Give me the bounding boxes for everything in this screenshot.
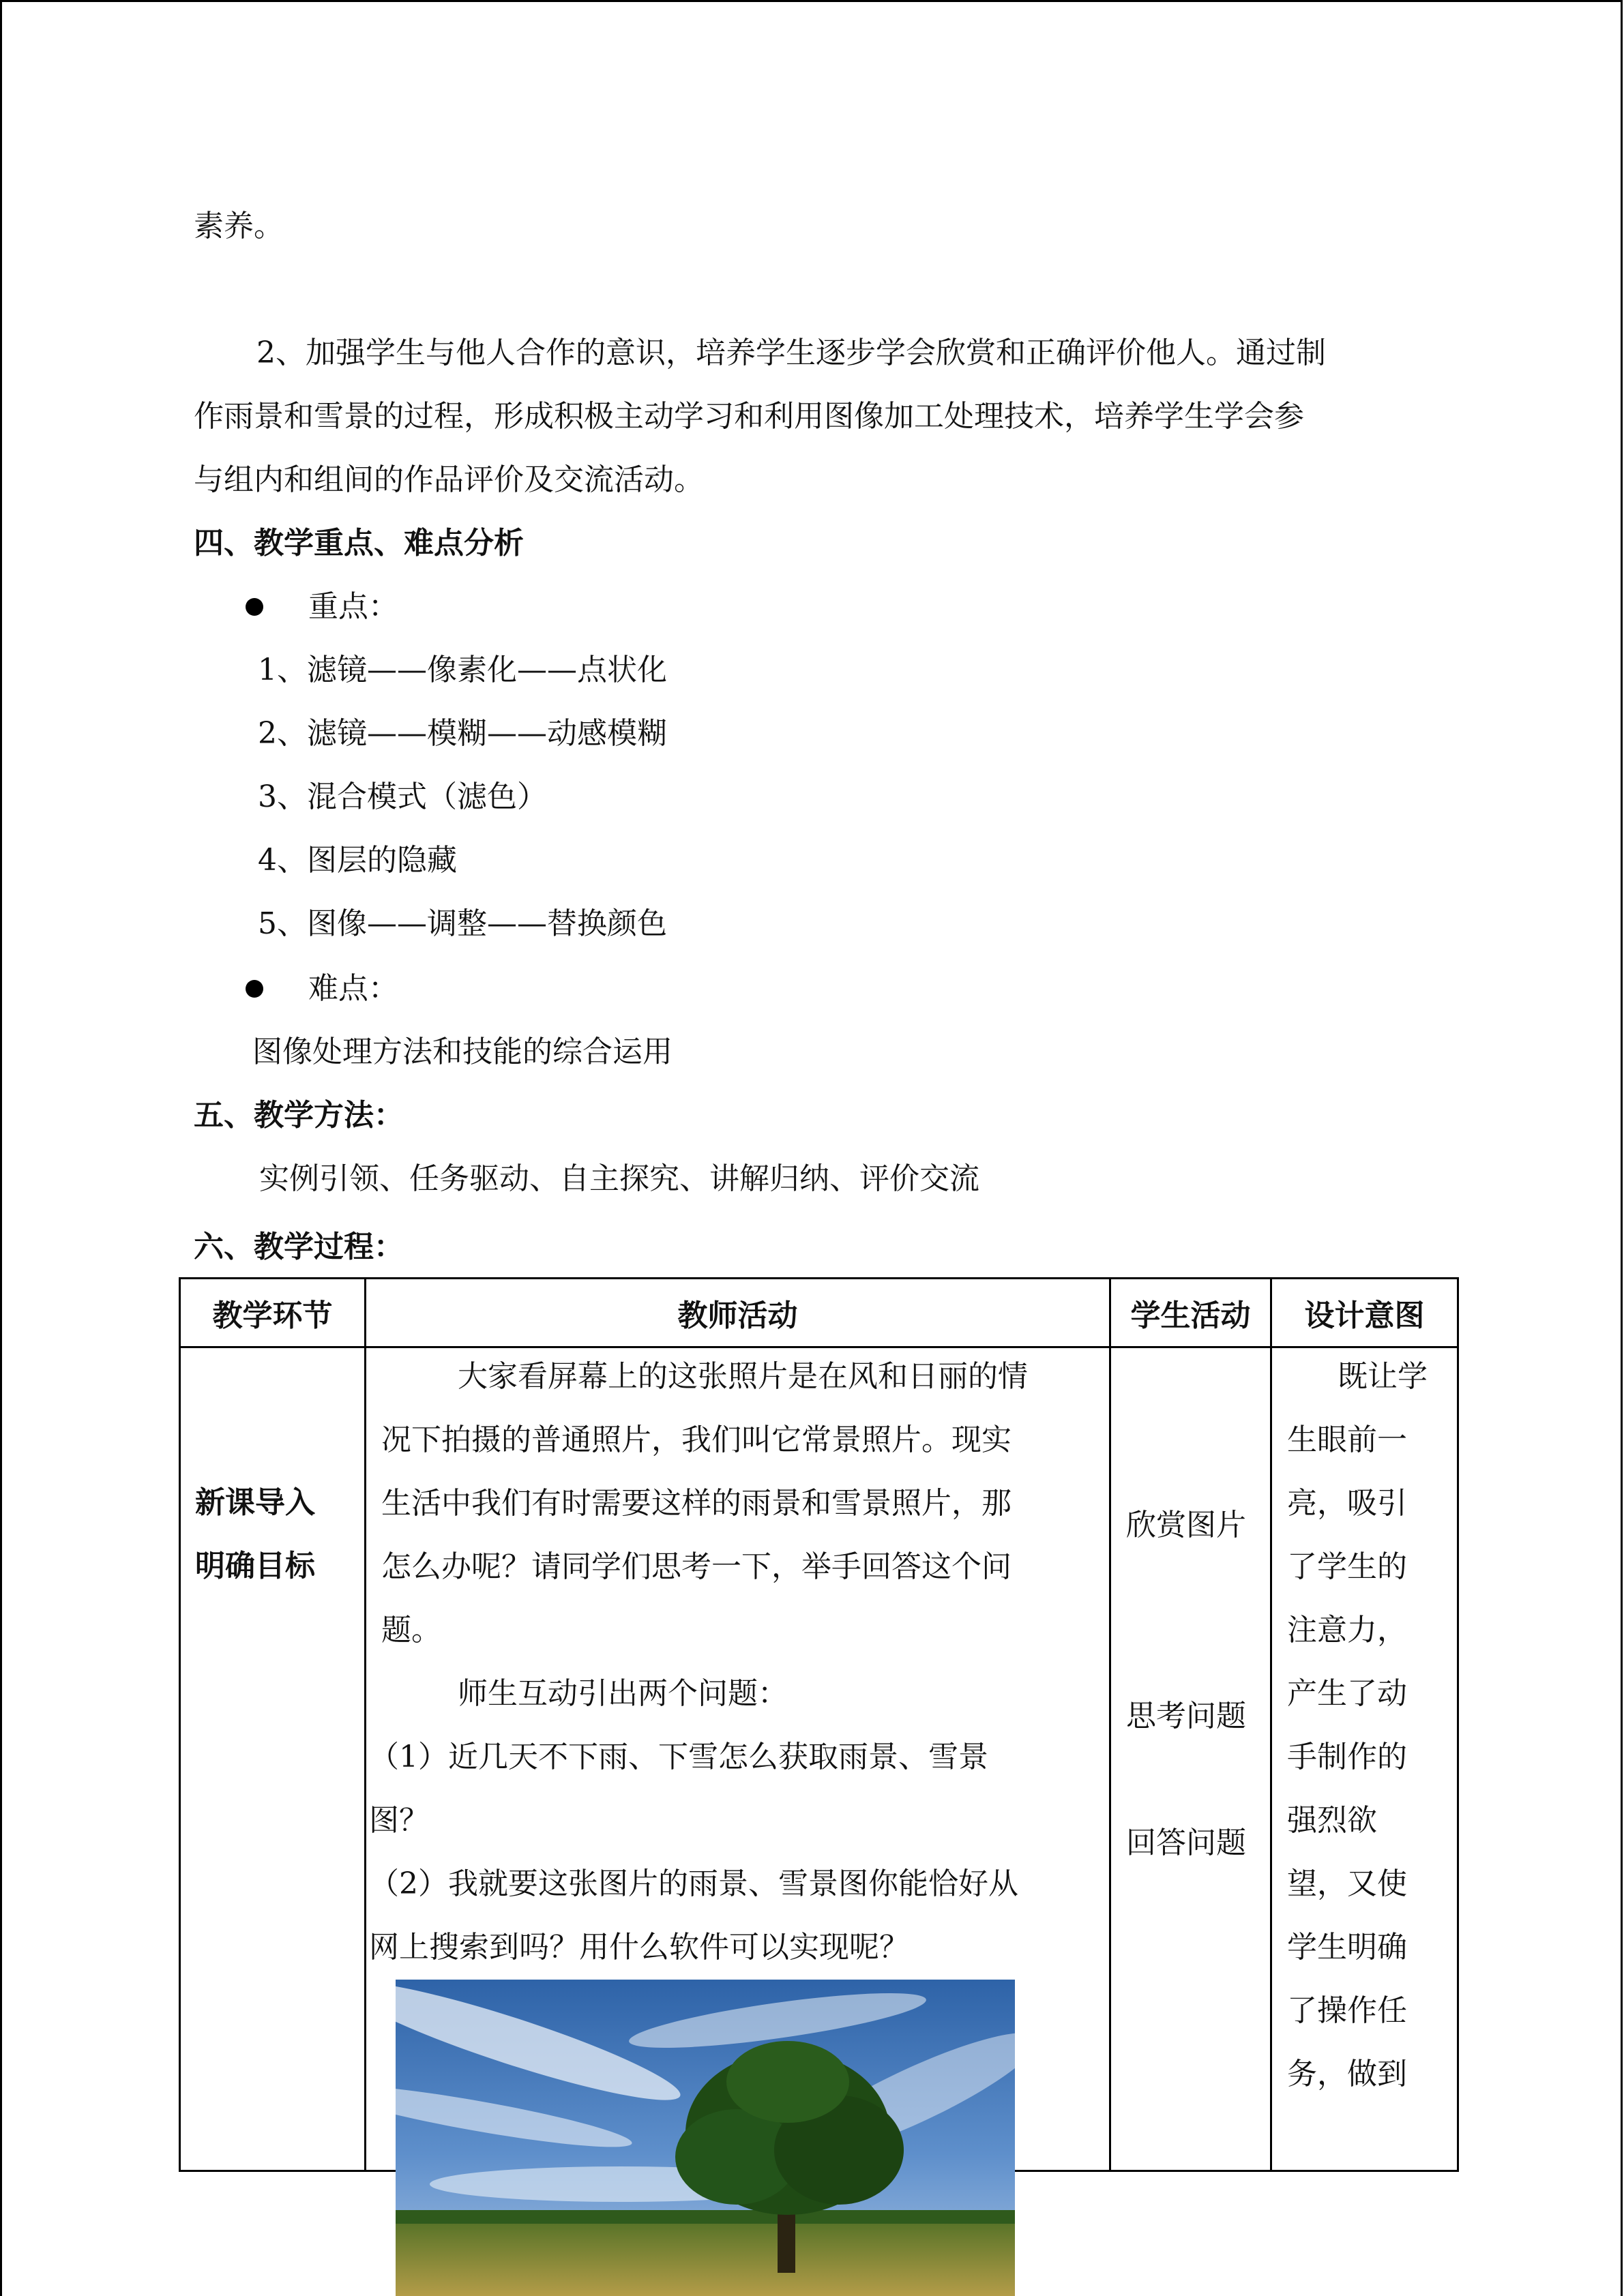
header-student-activity: 学生活动 (1110, 1279, 1271, 1347)
design-intent-cell (1271, 1347, 1458, 2171)
intent-line: 生眼前一 (1287, 1422, 1407, 1457)
stage-line-2: 明确目标 (195, 1549, 315, 1583)
intent-line: 了学生的 (1287, 1549, 1407, 1584)
teacher-line: 师生互动引出两个问题： (458, 1676, 788, 1711)
intent-line: 强烈欲 (1287, 1803, 1377, 1838)
intent-line: 了操作任 (1287, 1993, 1407, 2028)
key-item-1: 1、滤镜——像素化——点状化 (258, 653, 667, 687)
section-heading-4: 四、教学重点、难点分析 (194, 526, 524, 561)
header-stage: 教学环节 (180, 1279, 366, 1347)
intent-line: 手制作的 (1287, 1740, 1407, 1774)
paragraph-line-1: 2、加强学生与他人合作的意识，培养学生逐步学会欣赏和正确评价他人。通过制 (256, 336, 1326, 370)
teacher-line: 网上搜索到吗？用什么软件可以实现呢？ (369, 1930, 909, 1965)
stage-line-1: 新课导入 (195, 1485, 315, 1520)
table-header-row (180, 1279, 1458, 1347)
stage-cell (180, 1347, 366, 2171)
tree-photo-image (396, 1980, 1015, 2296)
header-teacher-activity: 教师活动 (366, 1279, 1110, 1347)
paragraph-line-3: 与组内和组间的作品评价及交流活动。 (194, 462, 704, 497)
difficulty-label: 难点： (308, 971, 398, 1006)
teacher-line: （2）我就要这张图片的雨景、雪景图你能恰好从 (369, 1866, 1018, 1901)
difficulty-text: 图像处理方法和技能的综合运用 (252, 1034, 673, 1069)
student-activity-1: 欣赏图片 (1126, 1508, 1246, 1542)
student-activity-cell (1110, 1347, 1271, 2171)
teacher-line: （1）近几天不下雨、下雪怎么获取雨景、雪景 (369, 1740, 988, 1774)
header-design-intent: 设计意图 (1271, 1279, 1458, 1347)
key-item-3: 3、混合模式（滤色） (258, 779, 547, 814)
section-heading-5: 五、教学方法： (194, 1098, 404, 1133)
teacher-line: 况下拍摄的普通照片，我们叫它常景照片。现实 (381, 1422, 1012, 1457)
teacher-line: 生活中我们有时需要这样的雨景和雪景照片，那 (381, 1486, 1012, 1521)
intent-line: 产生了动 (1287, 1676, 1407, 1711)
intent-line: 注意力， (1287, 1613, 1407, 1648)
key-item-5: 5、图像——调整——替换颜色 (258, 906, 667, 941)
bullet-icon (246, 598, 263, 616)
key-points-label: 重点： (308, 589, 398, 624)
teacher-line: 图？ (369, 1803, 429, 1838)
key-item-2: 2、滤镜——模糊——动感模糊 (258, 716, 667, 751)
landscape-tree-photo (396, 1980, 1015, 2296)
continued-text: 素养。 (194, 209, 284, 243)
intent-line: 望，又使 (1287, 1866, 1407, 1901)
intent-line: 亮，吸引 (1287, 1486, 1407, 1521)
teacher-line: 题。 (381, 1613, 441, 1648)
method-text: 实例引领、任务驱动、自主探究、讲解归纳、评价交流 (259, 1161, 979, 1196)
intent-line: 学生明确 (1287, 1930, 1407, 1965)
intent-line: 既让学 (1338, 1359, 1428, 1394)
intent-line: 务，做到 (1287, 2057, 1407, 2091)
paragraph-line-2: 作雨景和雪景的过程，形成积极主动学习和利用图像加工处理技术，培养学生学会参 (194, 399, 1304, 434)
section-heading-6: 六、教学过程： (194, 1229, 404, 1264)
bullet-icon (246, 980, 263, 998)
key-item-4: 4、图层的隐藏 (258, 843, 457, 878)
teacher-line: 大家看屏幕上的这张照片是在风和日丽的情 (458, 1359, 1028, 1394)
teacher-line: 怎么办呢？请同学们思考一下，举手回答这个问 (381, 1549, 1012, 1584)
student-activity-3: 回答问题 (1126, 1825, 1246, 1860)
student-activity-2: 思考问题 (1126, 1699, 1246, 1733)
